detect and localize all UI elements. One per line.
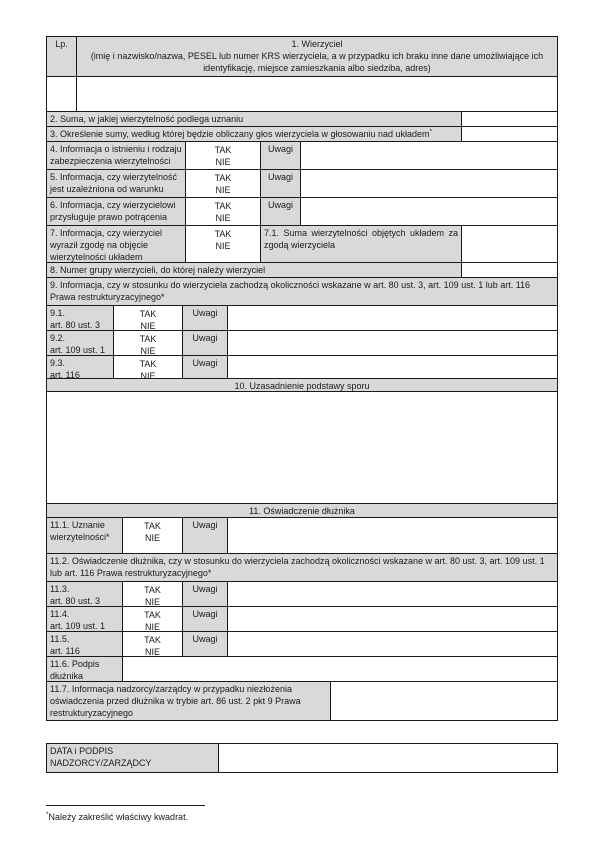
row-10-input-row	[47, 392, 557, 504]
creditor-claim-table	[46, 36, 558, 721]
row11-4-remarks-label: Uwagi	[183, 607, 228, 631]
footnote-text: Należy zakreślić właściwy kwadrat.	[48, 812, 189, 822]
creditor-header-cell	[77, 37, 557, 76]
row11-3-option-no[interactable]: NIE	[144, 597, 160, 606]
row11-4-option-yes[interactable]: TAK	[144, 610, 161, 620]
row7-option-yes[interactable]: TAK	[214, 229, 232, 239]
row5-label: 5. Informacja, czy wierzytelność jest uzależniona od warunku	[47, 170, 186, 197]
row9-1-label: 9.1. art. 80 ust. 3	[47, 306, 114, 330]
row2-label: 2. Suma, w jakiej wierzytelność podlega uznaniu	[47, 112, 462, 126]
row11-4-choice-cell	[123, 607, 183, 631]
row-9-3	[47, 356, 557, 379]
row9-3-option-yes[interactable]: TAK	[139, 359, 157, 369]
row-11-6	[47, 657, 557, 682]
row11-1-remarks-label: Uwagi	[183, 518, 228, 553]
creditor-header-subtitle: (imię i nazwisko/nazwa, PESEL lub numer KRS wierzyciela, a w przypadku ich braku inne dane umożliwiające ich identyfikację, miejsce zamieszkania albo siedziba, adres)	[90, 51, 544, 73]
row5-option-no[interactable]: NIE	[215, 185, 231, 195]
row11-1-option-no[interactable]: NIE	[144, 533, 160, 543]
row7-choice-cell	[186, 226, 261, 262]
lp-header-cell: Lp.	[47, 37, 77, 76]
row-11-5	[47, 632, 557, 657]
row11-7-input[interactable]	[331, 682, 557, 720]
row9-2-choice-cell	[114, 331, 183, 355]
footnote-divider	[46, 805, 205, 806]
row-4	[47, 142, 557, 170]
row11-3-remarks-input[interactable]	[228, 582, 557, 606]
row11-5-choice-cell	[123, 632, 183, 656]
row11-5-option-no[interactable]: NIE	[144, 647, 160, 656]
row8-input-cell[interactable]	[462, 263, 557, 277]
row4-remarks-input[interactable]	[301, 142, 557, 169]
row8-label: 8. Numer grupy wierzycieli, do której należy wierzyciel	[47, 263, 462, 277]
row6-option-yes[interactable]: TAK	[214, 201, 232, 211]
row10-input-area[interactable]	[47, 392, 557, 503]
row5-option-yes[interactable]: TAK	[214, 173, 232, 183]
row11-1-remarks-input[interactable]	[228, 518, 557, 553]
row-2	[47, 112, 557, 127]
row-11-7	[47, 682, 557, 720]
row4-option-yes[interactable]: TAK	[214, 145, 232, 155]
row-10-header	[47, 379, 557, 392]
row9-3-label: 9.3. art. 116	[47, 356, 114, 378]
row11-7-label: 11.7. Informacja nadzorcy/zarządcy w przypadku niezłożenia oświadczenia przed dłużnika w trybie art. 86 ust. 2 pkt 9 Prawa restrukturyzacyjnego	[47, 682, 331, 720]
row-11-1	[47, 518, 557, 554]
row9-3-choice-cell	[114, 356, 183, 378]
row-11-3	[47, 582, 557, 607]
row7-option-no[interactable]: NIE	[215, 241, 231, 251]
row11-1-label: 11.1. Uznanie wierzytelności*	[47, 518, 123, 553]
row-6	[47, 198, 557, 226]
signature-input-cell[interactable]	[219, 744, 557, 772]
row11-3-label: 11.3. art. 80 ust. 3	[47, 582, 123, 606]
row4-remarks-label: Uwagi	[261, 142, 301, 169]
footnote-marker: *	[429, 128, 433, 135]
row9-1-option-yes[interactable]: TAK	[139, 309, 157, 319]
row5-choice-cell	[186, 170, 261, 197]
row11-4-remarks-input[interactable]	[228, 607, 557, 631]
row-3	[47, 127, 557, 142]
footnote-mark: *	[46, 811, 49, 818]
row11-3-option-yes[interactable]: TAK	[144, 585, 161, 595]
row4-choice-cell	[186, 142, 261, 169]
row6-choice-cell	[186, 198, 261, 225]
row11-5-label: 11.5. art. 116	[47, 632, 123, 656]
row9-3-remarks-input[interactable]	[228, 356, 557, 378]
row-8	[47, 263, 557, 278]
row7-1-label: 7.1. Suma wierzytelności objętych układem za zgodą wierzyciela	[261, 226, 462, 262]
lp-input-cell[interactable]	[47, 77, 77, 111]
row9-1-remarks-input[interactable]	[228, 306, 557, 330]
row11-5-remarks-input[interactable]	[228, 632, 557, 656]
row-11-4	[47, 607, 557, 632]
row11-header-label: 11. Oświadczenie dłużnika	[47, 504, 557, 517]
row-9-2	[47, 331, 557, 356]
row5-remarks-label: Uwagi	[261, 170, 301, 197]
row6-remarks-label: Uwagi	[261, 198, 301, 225]
row11-2-header-label: 11.2. Oświadczenie dłużnika, czy w stosunku do wierzyciela zachodzą okoliczności wskazane w art. 80 ust. 3, art. 109 ust. 1 lub art. 116 Prawa restrukturyzacyjnego*	[47, 554, 557, 581]
row9-1-choice-cell	[114, 306, 183, 330]
row9-header-label: 9. Informacja, czy w stosunku do wierzyciela zachodzą okoliczności wskazane w art. 80 ust. 3, art. 109 ust. 1 lub art. 116 Prawa restrukturyzacyjnego*	[47, 278, 557, 305]
row11-5-remarks-label: Uwagi	[183, 632, 228, 656]
signature-label: DATA i PODPIS NADZORCY/ZARZĄDCY	[47, 744, 219, 772]
creditor-input-cell[interactable]	[77, 77, 557, 111]
row4-label: 4. Informacja o istnieniu i rodzaju zabezpieczenia wierzytelności	[47, 142, 186, 169]
row-11-2-header	[47, 554, 557, 582]
row11-6-signature-input[interactable]	[123, 657, 557, 681]
creditor-header-title: 1. Wierzyciel	[291, 39, 343, 49]
row9-3-option-no[interactable]: NIE	[140, 371, 156, 378]
signature-row	[47, 744, 557, 772]
row5-remarks-input[interactable]	[301, 170, 557, 197]
row9-2-option-yes[interactable]: TAK	[139, 334, 157, 344]
row3-input-cell[interactable]	[462, 127, 557, 141]
row11-3-remarks-label: Uwagi	[183, 582, 228, 606]
header-row	[47, 37, 557, 77]
footnote	[46, 811, 188, 823]
row10-header-label: 10. Uzasadnienie podstawy sporu	[47, 379, 557, 391]
row-11-header	[47, 504, 557, 518]
row6-label: 6. Informacja, czy wierzycielowi przysługuje prawo potrącenia	[47, 198, 186, 225]
row9-2-remarks-label: Uwagi	[183, 331, 228, 355]
row-7	[47, 226, 557, 263]
row11-5-option-yes[interactable]: TAK	[144, 635, 161, 645]
row4-option-no[interactable]: NIE	[215, 157, 231, 167]
row9-2-label: 9.2. art. 109 ust. 1	[47, 331, 114, 355]
row9-1-option-no[interactable]: NIE	[140, 321, 156, 330]
row9-1-remarks-label: Uwagi	[183, 306, 228, 330]
row7-1-input-cell[interactable]	[462, 226, 557, 262]
row11-1-choice-cell	[123, 518, 183, 553]
row3-label: 3. Określenie sumy, według której będzie obliczany głos wierzyciela w głosowaniu nad układem*	[47, 127, 462, 141]
row11-1-option-yes[interactable]: TAK	[144, 521, 161, 531]
row-9-header	[47, 278, 557, 306]
row11-6-label: 11.6. Podpis dłużnika	[47, 657, 123, 681]
row11-4-label: 11.4. art. 109 ust. 1	[47, 607, 123, 631]
row6-remarks-input[interactable]	[301, 198, 557, 225]
row9-2-remarks-input[interactable]	[228, 331, 557, 355]
row11-3-choice-cell	[123, 582, 183, 606]
row6-option-no[interactable]: NIE	[215, 213, 231, 223]
row-5	[47, 170, 557, 198]
row-9-1	[47, 306, 557, 331]
row2-input-cell[interactable]	[462, 112, 557, 126]
signature-table	[46, 743, 558, 773]
creditor-data-row	[47, 77, 557, 112]
row11-4-option-no[interactable]: NIE	[144, 622, 160, 631]
row7-label: 7. Informacja, czy wierzyciel wyraził zgodę na objęcie wierzytelności układem	[47, 226, 186, 262]
row9-2-option-no[interactable]: NIE	[140, 346, 156, 355]
row9-3-remarks-label: Uwagi	[183, 356, 228, 378]
